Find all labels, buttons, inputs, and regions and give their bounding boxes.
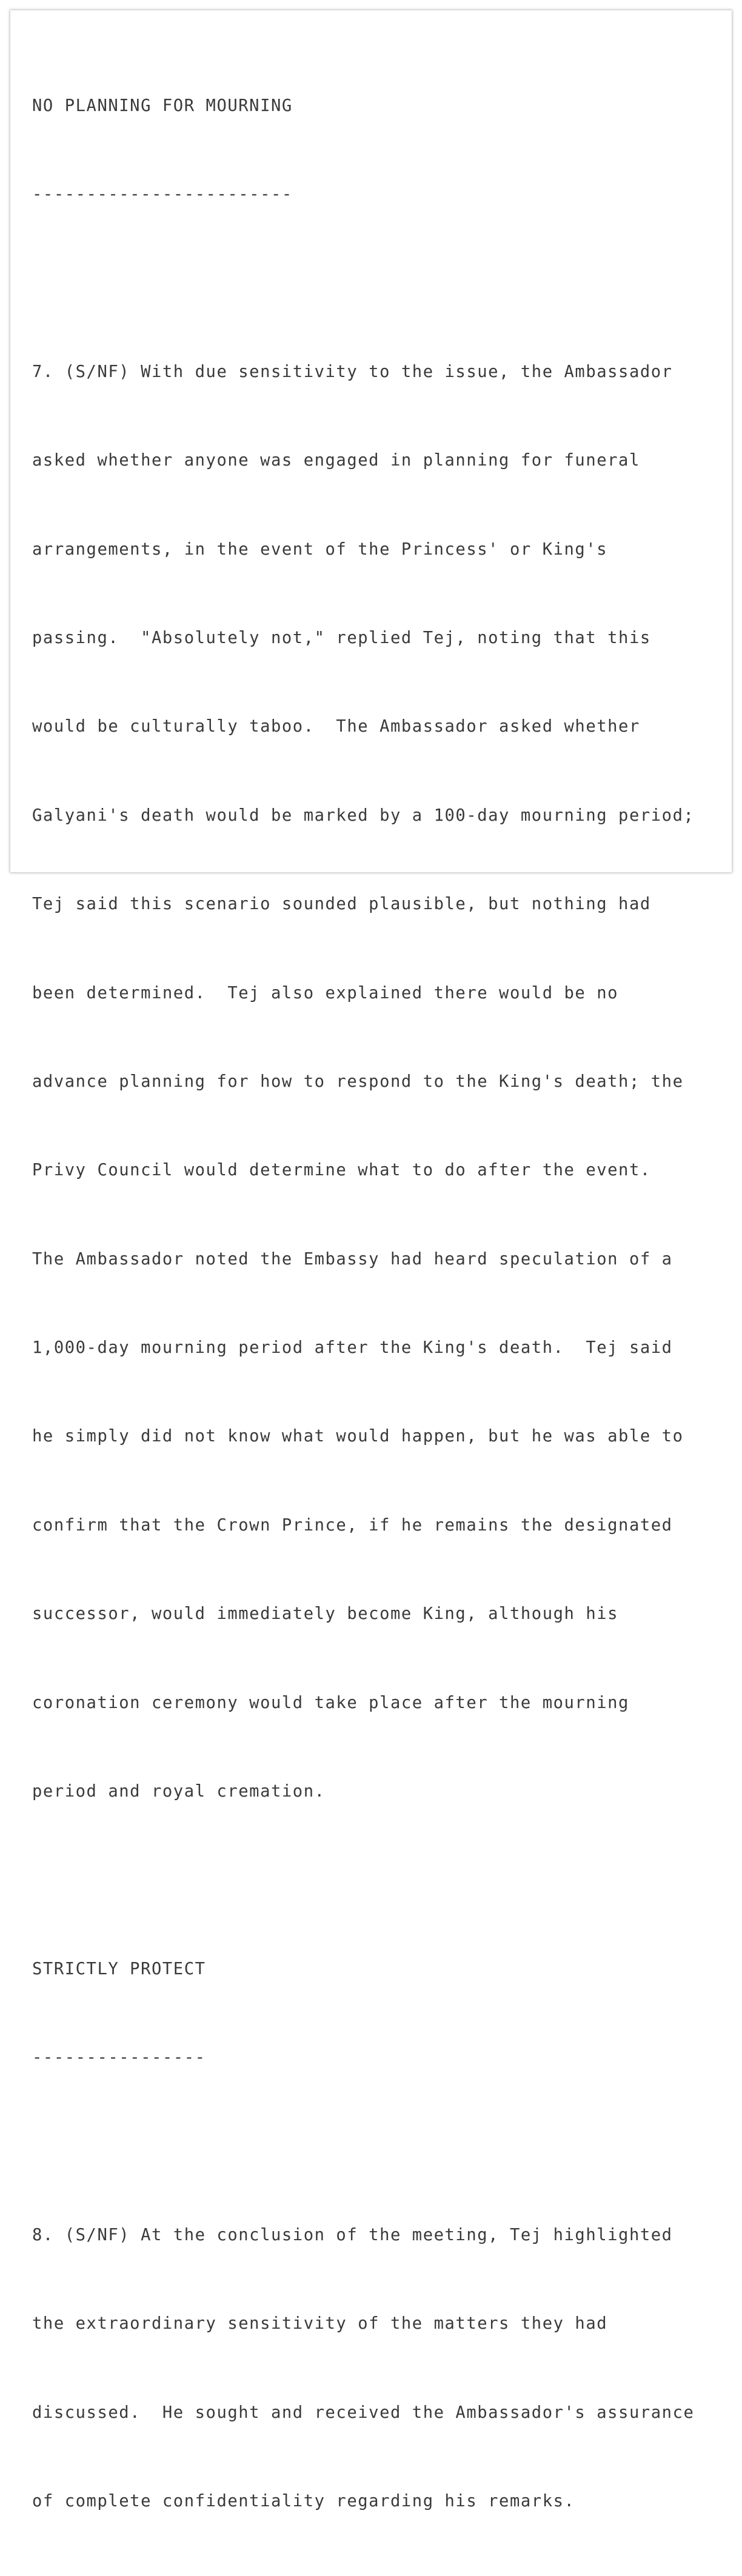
paragraph-7-line: 7. (S/NF) With due sensitivity to the issue, the Ambassador	[32, 362, 673, 381]
paragraph-7-line: passing. "Absolutely not," replied Tej, noting that this	[32, 628, 651, 647]
paragraph-7-line: confirm that the Crown Prince, if he remains the designated	[32, 1515, 673, 1535]
paragraph-8-line: discussed. He sought and received the Ambassador's assurance	[32, 2403, 695, 2422]
blank-line	[32, 2132, 694, 2162]
blank-line	[32, 1866, 694, 1895]
paragraph-7-line: Tej said this scenario sounded plausible, but nothing had	[32, 895, 651, 914]
paragraph-7-line: coronation ceremony would take place after the mourning	[32, 1693, 629, 1712]
cable-text-body	[32, 32, 694, 2576]
document-page	[10, 10, 732, 2511]
paragraph-7-line: Privy Council would determine what to do after the event.	[32, 1161, 651, 1180]
heading-underline: ----------------	[32, 2048, 206, 2067]
paragraph-7-line: would be culturally taboo. The Ambassador asked whether	[32, 717, 640, 736]
paragraph-8-line: the extraordinary sensitivity of the matters they had	[32, 2314, 608, 2334]
paragraph-7-line: 1,000-day mourning period after the King's death. Tej said	[32, 1338, 673, 1358]
paragraph-7-line: been determined. Tej also explained there would be no	[32, 983, 619, 1003]
blank-line	[32, 269, 694, 298]
paragraph-7-line: Galyani's death would be marked by a 100-day mourning period;	[32, 806, 695, 825]
paragraph-7-line: successor, would immediately become King, although his	[32, 1604, 619, 1624]
paragraph-7-line: advance planning for how to respond to the King's death; the	[32, 1072, 684, 1091]
paragraph-8-line: 8. (S/NF) At the conclusion of the meeting, Tej highlighted	[32, 2225, 673, 2244]
paragraph-7-line: he simply did not know what would happen, but he was able to	[32, 1427, 684, 1446]
section-heading: STRICTLY PROTECT	[32, 1959, 206, 1978]
paragraph-7-line: period and royal cremation.	[32, 1782, 326, 1801]
paragraph-7-line: arrangements, in the event of the Princess' or King's	[32, 539, 608, 559]
paragraph-7-line: asked whether anyone was engaged in planning for funeral	[32, 451, 640, 470]
section-heading: NO PLANNING FOR MOURNING	[32, 96, 293, 115]
paragraph-7-line: The Ambassador noted the Embassy had heard speculation of a	[32, 1249, 673, 1269]
paragraph-8-line: of complete confidentiality regarding his remarks.	[32, 2492, 575, 2511]
heading-underline: ------------------------	[32, 184, 293, 204]
